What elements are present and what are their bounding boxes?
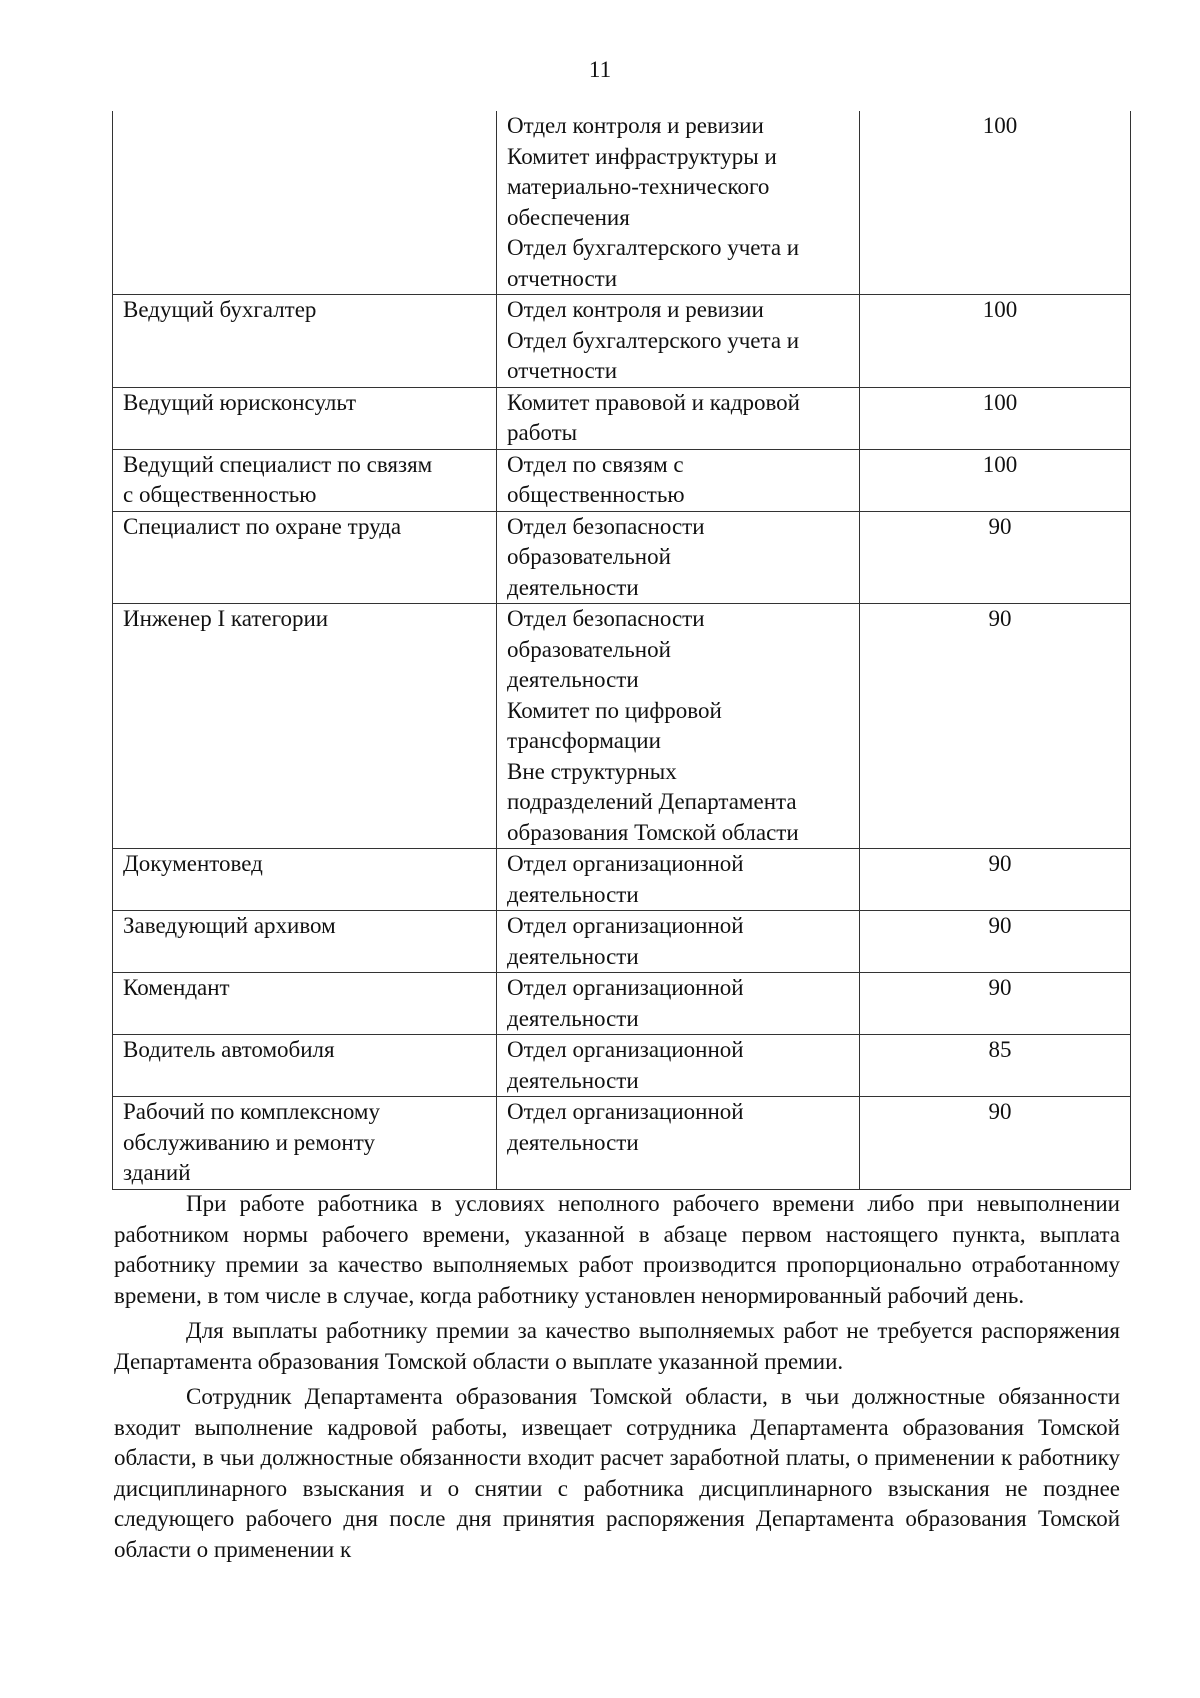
department-line: трансформации — [507, 728, 661, 753]
department-line: деятельности — [507, 943, 639, 969]
department-line: подразделений Департамента — [507, 789, 797, 814]
department-line: работы — [507, 420, 578, 445]
department-line: деятельности — [507, 574, 639, 600]
position-cell — [113, 973, 497, 1035]
department-cell — [497, 111, 860, 295]
body-text — [114, 1189, 1120, 1570]
department-cell — [497, 849, 860, 911]
position-line: Комендант — [123, 975, 230, 1000]
table-row — [113, 1035, 1131, 1097]
department-line: Отдел безопасности — [507, 606, 705, 631]
department-cell — [497, 604, 860, 849]
department-line: Комитет правовой и кадровой — [507, 389, 800, 415]
position-cell — [113, 449, 497, 511]
department-line: общественностью — [507, 482, 685, 507]
position-line: Водитель автомобиля — [123, 1037, 335, 1062]
table-row — [113, 604, 1131, 849]
department-line: Отдел организационной — [507, 1037, 744, 1062]
department-line: материально-технического — [507, 174, 770, 199]
percent-cell: 90 — [860, 849, 1131, 911]
position-cell — [113, 111, 497, 295]
department-line: деятельности — [507, 667, 639, 692]
percent-cell: 85 — [860, 1035, 1131, 1097]
table-row — [113, 295, 1131, 388]
department-line: отчетности — [507, 265, 618, 291]
department-line: Отдел контроля и ревизии — [507, 113, 764, 138]
page-number: 11 — [588, 57, 612, 82]
department-line: Отдел организационной — [507, 913, 744, 938]
department-line: образовательной — [507, 636, 671, 662]
position-line: Рабочий по комплексному — [123, 1099, 380, 1124]
table-row — [113, 111, 1131, 295]
department-line: Комитет инфраструктуры и — [507, 143, 777, 169]
department-line: Вне структурных — [507, 758, 677, 784]
department-line: деятельности — [507, 1129, 639, 1155]
body-paragraph: Сотрудник Департамента образования Томской области, в чьи должностные обязанности входит выполнение кадровой работы, извещает сотрудника Департамента образования Томской области, в чьи должностные обязанности входит расчет заработной платы, о применении к работнику дисциплинарного взыскания и о снятии с работника дисциплинарного взыскания не позднее следующего рабочего дня после дня принятия распоряжения Департамента образования Томской области о применении к — [114, 1384, 1120, 1562]
position-cell — [113, 911, 497, 973]
position-line: Ведущий юрисконсульт — [123, 389, 357, 415]
position-line: с общественностью — [123, 482, 317, 507]
department-cell — [497, 1035, 860, 1097]
body-paragraph: Для выплаты работнику премии за качество выполняемых работ не требуется распоряжения Департамента образования Томской области о выплате указанной премии. — [114, 1318, 1120, 1374]
department-line: отчетности — [507, 358, 618, 383]
department-line: Отдел организационной — [507, 1099, 744, 1124]
percent-cell: 90 — [860, 511, 1131, 604]
position-line: Заведующий архивом — [123, 913, 336, 938]
position-cell — [113, 1097, 497, 1190]
department-line: Отдел контроля и ревизии — [507, 297, 764, 322]
department-line: обеспечения — [507, 204, 630, 230]
department-line: Отдел по связям с — [507, 451, 684, 477]
department-line: Отдел организационной — [507, 851, 744, 876]
position-cell — [113, 511, 497, 604]
body-paragraph: При работе работника в условиях неполного рабочего времени либо при невыполнении работником нормы рабочего времени, указанной в абзаце первом настоящего пункта, выплата работнику премии за качество выполняемых работ производится пропорционально отработанному времени, в том числе в случае, когда работнику установлен ненормированный рабочий день. — [114, 1191, 1120, 1308]
department-line: Отдел бухгалтерского учета и — [507, 235, 800, 260]
department-line: деятельности — [507, 1067, 639, 1093]
department-line: Отдел безопасности — [507, 513, 705, 539]
department-cell — [497, 973, 860, 1035]
department-cell — [497, 1097, 860, 1190]
department-line: Отдел бухгалтерского учета и — [507, 327, 800, 353]
position-line: Ведущий специалист по связям — [123, 451, 433, 477]
percent-cell: 90 — [860, 973, 1131, 1035]
percent-cell: 90 — [860, 911, 1131, 973]
percent-cell: 100 — [860, 449, 1131, 511]
department-line: деятельности — [507, 1005, 639, 1031]
position-cell — [113, 604, 497, 849]
department-cell — [497, 449, 860, 511]
percent-cell: 100 — [860, 387, 1131, 449]
position-line: Документовед — [123, 851, 263, 876]
table-row — [113, 387, 1131, 449]
department-cell — [497, 911, 860, 973]
table-body — [113, 111, 1131, 1189]
position-cell — [113, 387, 497, 449]
position-line: Специалист по охране труда — [123, 513, 402, 539]
department-cell — [497, 511, 860, 604]
department-line: образовательной — [507, 544, 671, 569]
department-line: Отдел организационной — [507, 975, 744, 1000]
bonus-rates-table — [112, 111, 1131, 1190]
percent-cell: 90 — [860, 604, 1131, 849]
position-cell — [113, 295, 497, 388]
department-cell — [497, 387, 860, 449]
position-cell — [113, 849, 497, 911]
percent-cell: 90 — [860, 1097, 1131, 1190]
table-row — [113, 973, 1131, 1035]
table-row — [113, 449, 1131, 511]
position-cell — [113, 1035, 497, 1097]
table-row — [113, 511, 1131, 604]
position-line: зданий — [123, 1160, 191, 1185]
percent-cell: 100 — [860, 111, 1131, 295]
table-row — [113, 1097, 1131, 1190]
position-line: Инженер I категории — [123, 606, 329, 631]
position-line: обслуживанию и ремонту — [123, 1129, 375, 1155]
department-line: Комитет по цифровой — [507, 697, 722, 723]
percent-cell: 100 — [860, 295, 1131, 388]
table-row — [113, 911, 1131, 973]
table-row — [113, 849, 1131, 911]
department-cell — [497, 295, 860, 388]
position-line: Ведущий бухгалтер — [123, 297, 317, 322]
department-line: образования Томской области — [507, 819, 799, 845]
department-line: деятельности — [507, 881, 639, 907]
